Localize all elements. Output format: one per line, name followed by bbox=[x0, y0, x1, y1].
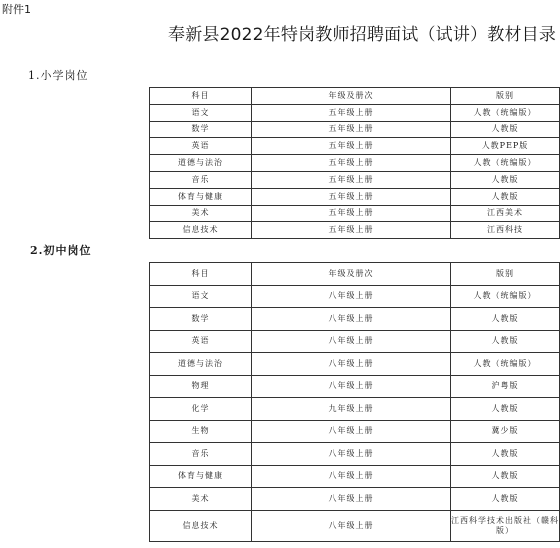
section-heading-primary: 1.小学岗位 bbox=[28, 69, 89, 82]
column-header-subject: 科目 bbox=[150, 263, 252, 286]
column-header-grade: 年级及册次 bbox=[252, 263, 451, 286]
subject-cell: 物理 bbox=[150, 375, 252, 398]
subject-cell: 英语 bbox=[150, 330, 252, 353]
edition-cell: 人教版 bbox=[451, 188, 560, 205]
table-row bbox=[150, 443, 560, 466]
edition-cell: 江西美术 bbox=[451, 205, 560, 222]
column-header-grade: 年级及册次 bbox=[252, 88, 451, 105]
subject-cell: 音乐 bbox=[150, 443, 252, 466]
table-row bbox=[150, 488, 560, 511]
grade-cell: 八年级上册 bbox=[252, 353, 451, 376]
grade-cell: 五年级上册 bbox=[252, 188, 451, 205]
edition-cell: 人教版 bbox=[451, 308, 560, 331]
grade-cell: 八年级上册 bbox=[252, 510, 451, 541]
edition-cell: 人教版 bbox=[451, 443, 560, 466]
grade-cell: 五年级上册 bbox=[252, 155, 451, 172]
edition-cell: 冀少版 bbox=[451, 420, 560, 443]
subject-cell: 道德与法治 bbox=[150, 353, 252, 376]
subject-cell: 音乐 bbox=[150, 171, 252, 188]
edition-cell: 人教（统编版） bbox=[451, 155, 560, 172]
table-row bbox=[150, 222, 560, 239]
edition-cell: 江西科技 bbox=[451, 222, 560, 239]
subject-cell: 化学 bbox=[150, 398, 252, 421]
edition-cell: 人教版 bbox=[451, 488, 560, 511]
subject-cell: 美术 bbox=[150, 205, 252, 222]
edition-cell: 沪粤版 bbox=[451, 375, 560, 398]
subject-cell: 数学 bbox=[150, 121, 252, 138]
table-row bbox=[150, 465, 560, 488]
grade-cell: 五年级上册 bbox=[252, 171, 451, 188]
table-row bbox=[150, 330, 560, 353]
column-header-edition: 版别 bbox=[451, 88, 560, 105]
edition-cell: 人教（统编版） bbox=[451, 104, 560, 121]
subject-cell: 生物 bbox=[150, 420, 252, 443]
column-header-edition: 版别 bbox=[451, 263, 560, 286]
page-title: 奉新县2022年特岗教师招聘面试（试讲）教材目录 bbox=[168, 25, 557, 45]
section-heading-junior: 2.初中岗位 bbox=[30, 244, 92, 257]
table-row bbox=[150, 510, 560, 541]
table-row bbox=[150, 308, 560, 331]
table-row bbox=[150, 188, 560, 205]
table-row bbox=[150, 205, 560, 222]
grade-cell: 八年级上册 bbox=[252, 465, 451, 488]
subject-cell: 体育与健康 bbox=[150, 188, 252, 205]
table-row bbox=[150, 171, 560, 188]
table-row bbox=[150, 138, 560, 155]
subject-cell: 美术 bbox=[150, 488, 252, 511]
attachment-label: 附件1 bbox=[2, 3, 31, 16]
subject-cell: 数学 bbox=[150, 308, 252, 331]
edition-cell: 人教版 bbox=[451, 465, 560, 488]
edition-cell: 人教（统编版） bbox=[451, 285, 560, 308]
subject-cell: 语文 bbox=[150, 104, 252, 121]
grade-cell: 八年级上册 bbox=[252, 285, 451, 308]
edition-cell: 人教（统编版） bbox=[451, 353, 560, 376]
table-row bbox=[150, 353, 560, 376]
edition-cell: 人教版 bbox=[451, 171, 560, 188]
grade-cell: 八年级上册 bbox=[252, 443, 451, 466]
table-row bbox=[150, 104, 560, 121]
grade-cell: 五年级上册 bbox=[252, 104, 451, 121]
grade-cell: 八年级上册 bbox=[252, 375, 451, 398]
table-row bbox=[150, 375, 560, 398]
subject-cell: 体育与健康 bbox=[150, 465, 252, 488]
table-row bbox=[150, 121, 560, 138]
primary-school-table bbox=[149, 87, 560, 239]
table-row bbox=[150, 398, 560, 421]
edition-cell: 人教版 bbox=[451, 330, 560, 353]
subject-cell: 道德与法治 bbox=[150, 155, 252, 172]
grade-cell: 五年级上册 bbox=[252, 222, 451, 239]
subject-cell: 英语 bbox=[150, 138, 252, 155]
subject-cell: 语文 bbox=[150, 285, 252, 308]
subject-cell: 信息技术 bbox=[150, 510, 252, 541]
grade-cell: 八年级上册 bbox=[252, 488, 451, 511]
grade-cell: 五年级上册 bbox=[252, 138, 451, 155]
table-row bbox=[150, 155, 560, 172]
edition-cell: 人教PEP版 bbox=[451, 138, 560, 155]
column-header-subject: 科目 bbox=[150, 88, 252, 105]
table-row bbox=[150, 285, 560, 308]
table-header-row bbox=[150, 263, 560, 286]
grade-cell: 八年级上册 bbox=[252, 330, 451, 353]
edition-cell: 江西科学技术出版社（赣科版） bbox=[451, 510, 560, 541]
table-row bbox=[150, 420, 560, 443]
subject-cell: 信息技术 bbox=[150, 222, 252, 239]
grade-cell: 八年级上册 bbox=[252, 420, 451, 443]
edition-cell: 人教版 bbox=[451, 121, 560, 138]
junior-school-table bbox=[149, 262, 560, 542]
grade-cell: 八年级上册 bbox=[252, 308, 451, 331]
table-header-row bbox=[150, 88, 560, 105]
grade-cell: 九年级上册 bbox=[252, 398, 451, 421]
edition-cell: 人教版 bbox=[451, 398, 560, 421]
grade-cell: 五年级上册 bbox=[252, 121, 451, 138]
grade-cell: 五年级上册 bbox=[252, 205, 451, 222]
